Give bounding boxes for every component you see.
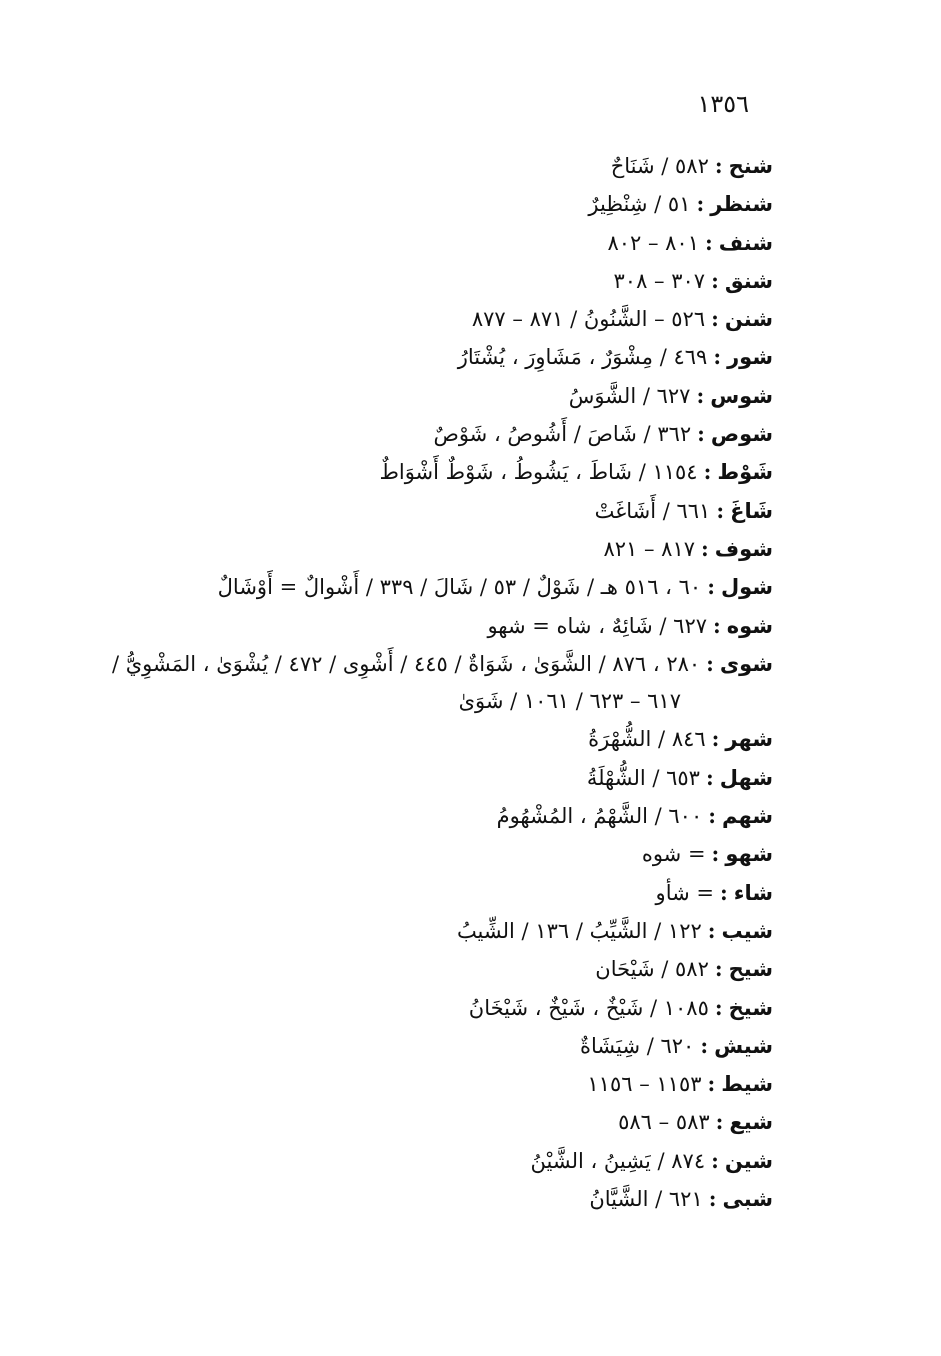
- entry-references: ٥٢٦ – الشَّنُونُ / ٨٧١ – ٨٧٧: [471, 307, 706, 332]
- index-entry: [83, 147, 773, 185]
- page-number: ١٣٥٦: [697, 90, 749, 118]
- entry-references: ٦٢١ / الشَّيَّانُ: [589, 1187, 703, 1212]
- index-entry: [83, 912, 773, 950]
- entry-root: شنظر: [710, 192, 773, 217]
- entry-references: ٤٦٩ / مِشْوَرٌ ، مَشَاوِرَ ، يُشْتَارُ: [457, 345, 708, 370]
- entry-root: شوه: [726, 613, 773, 638]
- entry-root: شنف: [718, 230, 773, 255]
- entry-references: ٦٢٧ / شَائِهٌ ، شاه = شهو: [487, 613, 708, 638]
- index-entry: [83, 492, 773, 530]
- entry-root: شهر: [725, 727, 773, 752]
- entry-references: ٦٠ ، ٥١٦ هـ / شَوْلٌ / ٥٣ / شَالَ / ٣٣٩ / أَشْوالٌ = أَوْشَالٌ: [217, 575, 702, 600]
- entry-separator: :: [696, 191, 705, 217]
- entry-root: شوس: [710, 383, 773, 408]
- entry-root: شوص: [710, 422, 773, 447]
- entry-references: ٦٢٠ / شِيَشَاةٌ: [579, 1033, 695, 1058]
- entry-references: ٥٨٢ / شَيْحَان: [595, 957, 709, 982]
- index-entry: [83, 530, 773, 568]
- index-entry: [83, 415, 773, 453]
- entry-references: ٦٦١ / أَشَاغَتْ: [594, 498, 711, 523]
- entry-root: شَوْط: [717, 460, 773, 485]
- index-entry: [83, 797, 773, 835]
- index-entry: [83, 835, 773, 873]
- entry-separator: :: [705, 764, 714, 790]
- entry-root: شهم: [722, 804, 773, 829]
- index-entry: [83, 1065, 773, 1103]
- entry-references: ٨٧٤ / يَشِينُ ، الشَّيْنُ: [530, 1148, 706, 1173]
- index-entry: [83, 224, 773, 262]
- entry-references: ١٢٢ / الشَّيِّبُ / ١٣٦ / الشِّيبُ: [456, 918, 702, 943]
- entry-separator: :: [708, 803, 717, 829]
- entry-separator: :: [705, 229, 713, 255]
- entry-root: شول: [720, 575, 773, 600]
- index-entries: [83, 147, 773, 1218]
- index-entry: [83, 950, 773, 988]
- entry-separator: :: [713, 612, 721, 638]
- entry-references: ٨٤٦ / الشُّهْرَةُ: [588, 727, 706, 752]
- entry-separator: :: [708, 1186, 717, 1212]
- entry-references: ٥٨٢ / شَنَاحٌ: [610, 154, 709, 178]
- index-entry: [83, 645, 773, 683]
- index-entry-continuation: [83, 683, 773, 720]
- entry-root: شنن: [724, 307, 773, 332]
- index-entry: [83, 1180, 773, 1218]
- entry-separator: :: [700, 1032, 709, 1058]
- index-entry: [83, 989, 773, 1027]
- entry-root: شبى: [722, 1187, 773, 1212]
- entry-references: ٣٠٧ – ٣٠٨: [613, 268, 706, 293]
- entry-root: شهو: [725, 842, 773, 867]
- entry-references: ١١٥٤ / شَاطَ ، يَشُوطُ ، شَوْطٌ أَشْوَاطٌ: [379, 460, 698, 485]
- entry-separator: :: [701, 535, 709, 561]
- entry-root: شيع: [729, 1110, 773, 1135]
- index-entry: [83, 720, 773, 758]
- entry-references: ٢٨٠ ، ٨٧٦ / الشَّوَىٰ ، شَوَاةٌ / ٤٤٥ / أَشْوِى / ٤٧٢ / يُشْوَىٰ ، المَشْوِيُّ /: [111, 651, 701, 676]
- entry-separator: :: [707, 917, 716, 943]
- entry-root: شَاغَ: [730, 498, 773, 523]
- index-entry: [83, 1142, 773, 1180]
- index-entry: [83, 874, 773, 912]
- entry-separator: :: [711, 726, 720, 752]
- entry-references: ٨٠١ – ٨٠٢: [607, 230, 699, 255]
- entry-references: = شأو: [655, 880, 714, 905]
- entry-root: شنح: [728, 154, 773, 178]
- entry-separator: :: [716, 497, 725, 523]
- entry-separator: :: [711, 306, 719, 332]
- index-entry: [83, 607, 773, 645]
- index-entry: [83, 1027, 773, 1065]
- index-entry: [83, 759, 773, 797]
- entry-references: ٥٨٣ – ٥٨٦: [618, 1110, 710, 1135]
- entry-separator: :: [711, 841, 720, 867]
- entry-references: ٣٦٢ / شَاصَ / أَشُوصُ ، شَوْصٌ: [433, 422, 692, 447]
- index-entry: [83, 1103, 773, 1141]
- entry-separator: :: [719, 879, 728, 905]
- entry-root: شيش: [714, 1033, 773, 1058]
- index-entry: [83, 300, 773, 338]
- entry-root: شيخ: [728, 995, 773, 1020]
- entry-references: ٦٥٣ / الشُّهْلَةُ: [586, 765, 700, 790]
- entry-separator: :: [715, 1109, 724, 1135]
- entry-root: شاء: [733, 880, 773, 905]
- entry-root: شوف: [714, 536, 773, 561]
- entry-separator: :: [697, 421, 705, 447]
- entry-root: شهل: [719, 765, 773, 790]
- entry-references: ١٠٨٥ / شَيْخٌ ، شَيْخٌ ، شَيْخَانُ: [468, 995, 709, 1020]
- entry-separator: :: [714, 956, 723, 982]
- entry-references: ٦٢٧ / الشَّوَسُ: [568, 383, 691, 408]
- entry-root: شيط: [721, 1072, 773, 1097]
- entry-separator: :: [714, 994, 723, 1020]
- entry-references: ٥١ / شِنْظِيرٌ: [588, 192, 691, 217]
- entry-references: ٨١٧ – ٨٢١: [603, 536, 696, 561]
- entry-separator: :: [711, 1147, 719, 1173]
- entry-separator: :: [696, 382, 705, 408]
- entry-root: شيب: [721, 918, 773, 943]
- index-entry: [83, 568, 773, 606]
- entry-root: شيح: [728, 957, 773, 982]
- entry-references: ٦٠٠ / الشَّهْمُ ، المُشْهُومُ: [496, 804, 703, 829]
- entry-root: شور: [727, 345, 773, 370]
- entry-separator: :: [707, 574, 715, 600]
- index-entry: [83, 262, 773, 300]
- index-entry: [83, 338, 773, 376]
- entry-references: = شوه: [641, 842, 706, 867]
- entry-separator: :: [707, 1071, 716, 1097]
- entry-root: شوى: [719, 651, 773, 676]
- entry-separator: :: [714, 153, 723, 178]
- entry-separator: :: [713, 344, 722, 370]
- entry-separator: :: [706, 650, 714, 676]
- index-entry: [83, 185, 773, 223]
- entry-references: ٦١٧ – ٦٢٣ / ١٠٦١ / شَوَىٰ: [458, 689, 681, 714]
- entry-root: شنق: [724, 268, 773, 293]
- entry-root: شين: [724, 1148, 773, 1173]
- index-entry: [83, 453, 773, 491]
- entry-references: ١١٥٣ – ١١٥٦: [587, 1072, 702, 1097]
- entry-separator: :: [711, 267, 719, 293]
- index-entry: [83, 377, 773, 415]
- entry-separator: :: [703, 459, 712, 485]
